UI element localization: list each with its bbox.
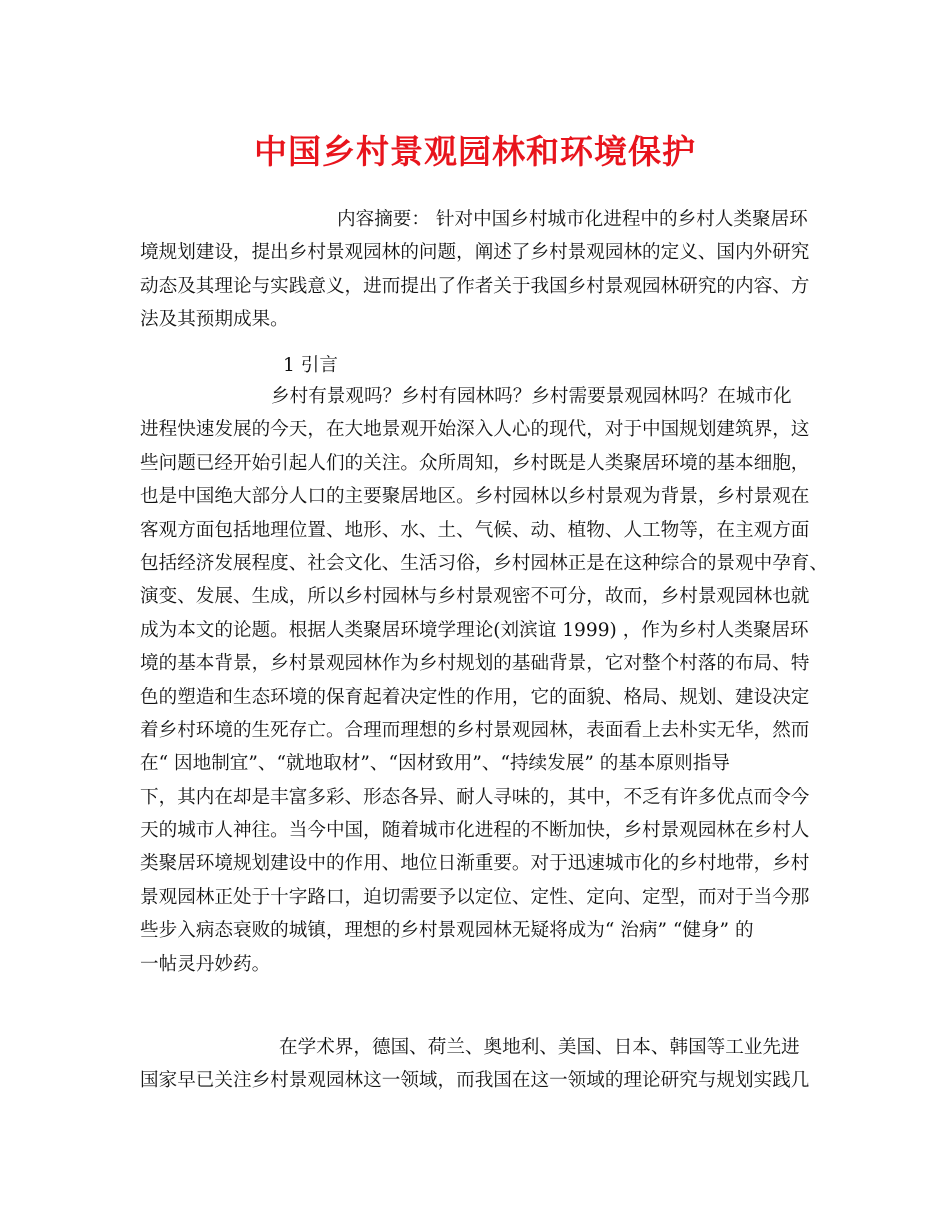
paragraph-line: 一帖灵丹妙药。 [140,953,271,975]
paragraph-1 [140,380,828,981]
paragraph-line: 演变、发展、生成，所以乡村园林与乡村景观密不可分，故而，乡村景观园林也就 [140,586,810,608]
section-heading: 1 引言 [283,355,338,376]
paragraph-line: 色的塑造和生态环境的保育起着决定性的作用，它的面貌、格局、规划、建设决定 [140,686,810,708]
paragraph-line: 些步入病态衰败的城镇，理想的乡村景观园林无疑将成为“ 治病” “健身” 的 [140,920,754,942]
abstract [140,203,815,337]
paragraph-line: 下，其内在却是丰富多彩、形态各异、耐人寻味的，其中，不乏有许多优点而令今 [140,786,810,808]
paragraph-line: 天的城市人神往。当今中国，随着城市化进程的不断加快，乡村景观园林在乡村人 [140,820,810,842]
paragraph-line: 客观方面包括地理位置、地形、水、土、气候、动、植物、人工物等，在主观方面 [140,519,810,541]
section-heading-block [140,349,815,382]
abstract-line: 法及其预期成果。 [140,309,289,331]
paragraph-line: 景观园林正处于十字路口，迫切需要予以定位、定性、定向、定型，而对于当今那 [140,886,810,908]
paragraph-line: 在学术界，德国、荷兰、奥地利、美国、日本、韩国等工业先进 [279,1037,800,1058]
paragraph-line: 些问题已经开始引起人们的关注。众所周知，乡村既是人类聚居环境的基本细胞， [140,452,810,474]
paragraph-line: 着乡村环境的生死存亡。合理而理想的乡村景观园林，表面看上去朴实无华，然而 [140,719,810,741]
paragraph-line: 类聚居环境规划建设中的作用、地位日渐重要。对于迅速城市化的乡村地带，乡村 [140,853,810,875]
paragraph-line: 境的基本背景，乡村景观园林作为乡村规划的基础背景，它对整个村落的布局、特 [140,653,810,675]
abstract-line: 内容摘要： 针对中国乡村城市化进程中的乡村人类聚居环 [337,209,808,230]
document-title: 中国乡村景观园林和环境保护 [254,132,696,171]
paragraph-line: 在“ 因地制宜”、“就地取材”、“因材致用”、“持续发展” 的基本原则指导 [140,753,730,775]
paragraph-line: 乡村有景观吗？乡村有园林吗？乡村需要景观园林吗？在城市化 [271,386,792,407]
abstract-line: 境规划建设，提出乡村景观园林的问题，阐述了乡村景观园林的定义、国内外研究 [140,242,810,264]
paragraph-2 [140,1031,815,1098]
paragraph-line: 国家早已关注乡村景观园林这一领域，而我国在这一领域的理论研究与规划实践几 [140,1070,810,1092]
paragraph-line: 成为本文的论题。根据人类聚居环境学理论(刘滨谊 1999) ，作为乡村人类聚居环 [140,619,809,641]
paragraph-line: 也是中国绝大部分人口的主要聚居地区。乡村园林以乡村景观为背景，乡村景观在 [140,486,810,508]
paragraph-line: 进程快速发展的今天，在大地景观开始深入人心的现代，对于中国规划建筑界，这 [140,419,810,441]
abstract-line: 动态及其理论与实践意义，进而提出了作者关于我国乡村景观园林研究的内容、方 [140,275,810,297]
paragraph-line: 包括经济发展程度、社会文化、生活习俗，乡村园林正是在这种综合的景观中孕育、 [140,552,828,574]
